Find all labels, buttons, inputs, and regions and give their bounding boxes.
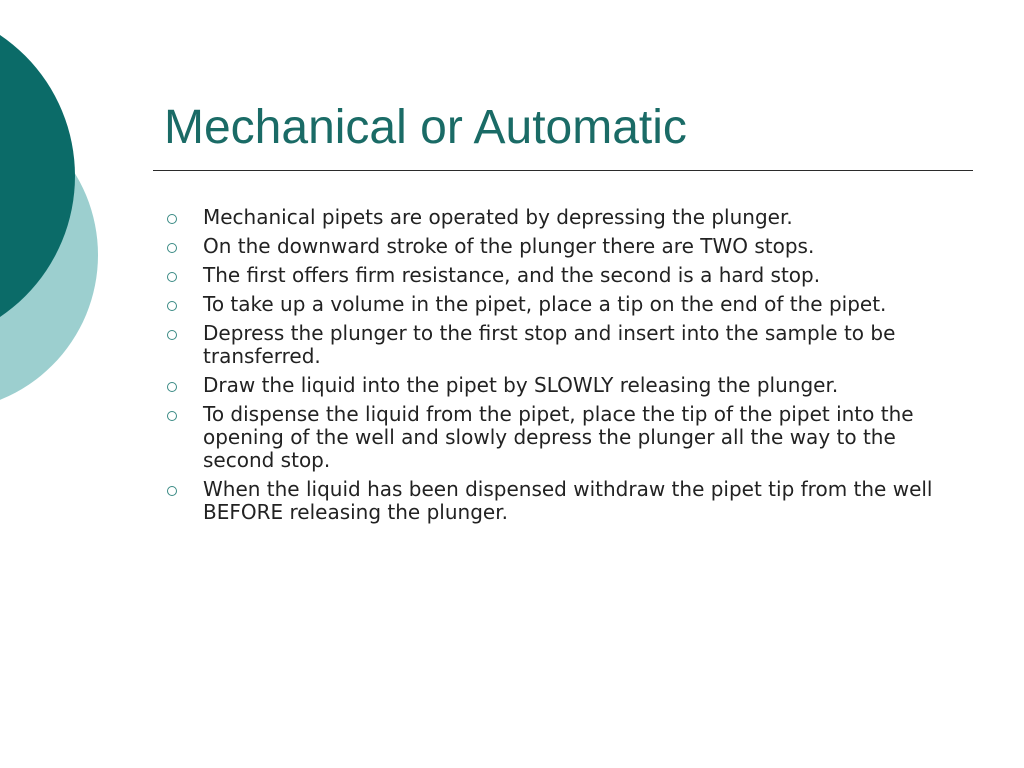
bullet-item <box>160 264 970 287</box>
bullet-text: To take up a volume in the pipet, place a tip on the end of the pipet. <box>203 292 887 316</box>
bullet-text: On the downward stroke of the plunger there are TWO stops. <box>203 234 815 258</box>
circle-bullet-icon <box>167 330 177 340</box>
slide-title: Mechanical or Automatic <box>164 101 687 154</box>
bullet-item <box>160 322 970 368</box>
bullet-item <box>160 403 970 472</box>
bullet-list <box>160 206 970 530</box>
bullet-text: When the liquid has been dispensed withdraw the pipet tip from the well BEFORE releasing the plunger. <box>203 477 933 524</box>
bullet-text: Depress the plunger to the first stop and insert into the sample to be transferred. <box>203 321 896 368</box>
circle-bullet-icon <box>167 243 177 253</box>
bullet-item <box>160 374 970 397</box>
circle-bullet-icon <box>167 411 177 421</box>
bullet-text: Mechanical pipets are operated by depressing the plunger. <box>203 205 793 229</box>
decorative-circles <box>0 0 110 420</box>
bullet-item <box>160 478 970 524</box>
title-divider <box>153 170 973 171</box>
circle-bullet-icon <box>167 382 177 392</box>
bullet-text: Draw the liquid into the pipet by SLOWLY releasing the plunger. <box>203 373 839 397</box>
bullet-item <box>160 235 970 258</box>
bullet-item <box>160 206 970 229</box>
circle-bullet-icon <box>167 301 177 311</box>
circle-bullet-icon <box>167 272 177 282</box>
circle-bullet-icon <box>167 214 177 224</box>
circle-bullet-icon <box>167 486 177 496</box>
bullet-text: To dispense the liquid from the pipet, place the tip of the pipet into the opening of the well and slowly depress the plunger all the way to the second stop. <box>203 402 914 472</box>
bullet-text: The first offers firm resistance, and the second is a hard stop. <box>203 263 821 287</box>
bullet-item <box>160 293 970 316</box>
